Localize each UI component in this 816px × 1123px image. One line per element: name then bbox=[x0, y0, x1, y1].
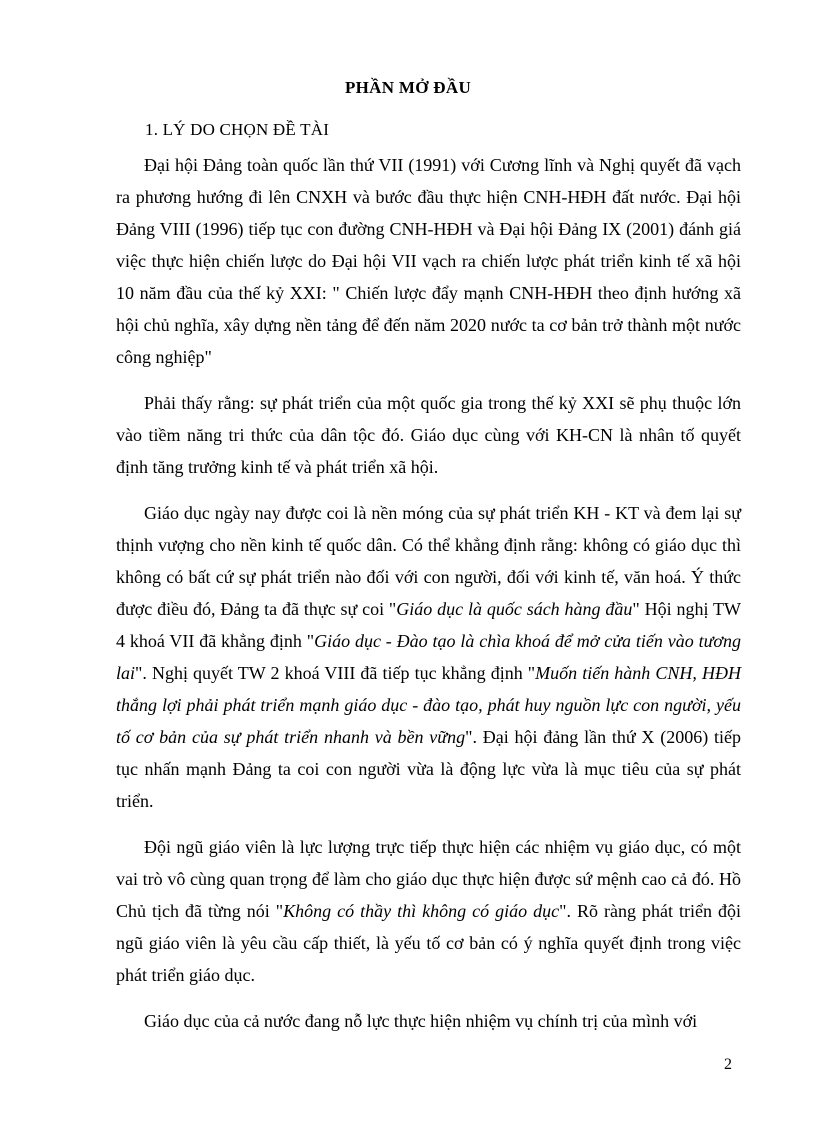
section-heading: 1. LÝ DO CHỌN ĐỀ TÀI bbox=[145, 120, 330, 139]
p4-quote: Không có thầy thì không có giáo dục bbox=[283, 901, 560, 921]
p3-quote-3: Muốn tiến hành CNH, HĐH thắng lợi phải phát triển mạnh giáo dục - đào tạo, phát huy nguồn lực con người, yếu tố cơ bản của sự phát triển nhanh và bền vững bbox=[116, 663, 741, 747]
p4-text-c: ". Rõ ràng phát triển đội ngũ giáo viên là yêu cầu cấp thiết, là yếu tố cơ bản có ý nghĩa quyết định trong việc phát triển giáo dục. bbox=[116, 901, 741, 985]
body-text bbox=[116, 149, 741, 1051]
p3-quote-2: Giáo dục - Đào tạo là chìa khoá để mở cửa tiến vào tương lai bbox=[116, 631, 741, 683]
paragraph-1: Đại hội Đảng toàn quốc lần thứ VII (1991) với Cương lĩnh và Nghị quyết đã vạch ra phương hướng đi lên CNXH và bước đầu thực hiện CNH-HĐH đất nước. Đại hội Đảng VIII (1996) tiếp tục con đường CNH-HĐH và Đại hội Đảng IX (2001) đánh giá việc thực hiện chiến lược do Đại hội VII vạch ra chiến lược phát triển kinh tế xã hội 10 năm đầu của thế kỷ XXI: " Chiến lược đẩy mạnh CNH-HĐH theo định hướng xã hội chủ nghĩa, xây dựng nền tảng để đến năm 2020 nước ta cơ bản trở thành một nước công nghiệp" bbox=[116, 155, 741, 367]
paragraph-3 bbox=[116, 497, 741, 817]
paragraph-5: Giáo dục của cả nước đang nỗ lực thực hiện nhiệm vụ chính trị của mình với bbox=[144, 1011, 698, 1031]
p3-text-e: ". Nghị quyết TW 2 khoá VIII đã tiếp tục khẳng định " bbox=[135, 663, 536, 683]
page-title: PHẦN MỞ ĐẦU bbox=[344, 78, 472, 97]
paragraph-2: Phải thấy rằng: sự phát triển của một quốc gia trong thế kỷ XXI sẽ phụ thuộc lớn vào tiềm năng tri thức của dân tộc đó. Giáo dục cùng với KH-CN là nhân tố quyết định tăng trưởng kinh tế và phát triển xã hội. bbox=[116, 393, 741, 477]
page-number: 2 bbox=[724, 1056, 732, 1073]
paragraph-4 bbox=[116, 831, 741, 991]
p3-text-g: ". Đại hội đảng lần thứ X (2006) tiếp tục nhấn mạnh Đảng ta coi con người vừa là động lực vừa là mục tiêu của sự phát triển. bbox=[116, 727, 741, 811]
p3-text-c: " Hội nghị TW 4 khoá VII đã khẳng định " bbox=[116, 599, 741, 651]
p4-text-a: Đội ngũ giáo viên là lực lượng trực tiếp thực hiện các nhiệm vụ giáo dục, có một vai trò vô cùng quan trọng để làm cho giáo dục thực hiện được sứ mệnh cao cả đó. Hồ Chủ tịch đã từng nói " bbox=[116, 837, 741, 921]
p3-quote-1: Giáo dục là quốc sách hàng đầu bbox=[396, 599, 633, 619]
p3-text-a: Giáo dục ngày nay được coi là nền móng của sự phát triển KH - KT và đem lại sự thịnh vượng cho nền kinh tế quốc dân. Có thể khẳng định rằng: không có giáo dục thì không có bất cứ sự phát triển nào đối với con người, đối với kinh tế, văn hoá. Ý thức được điều đó, Đảng ta đã thực sự coi " bbox=[116, 503, 741, 619]
